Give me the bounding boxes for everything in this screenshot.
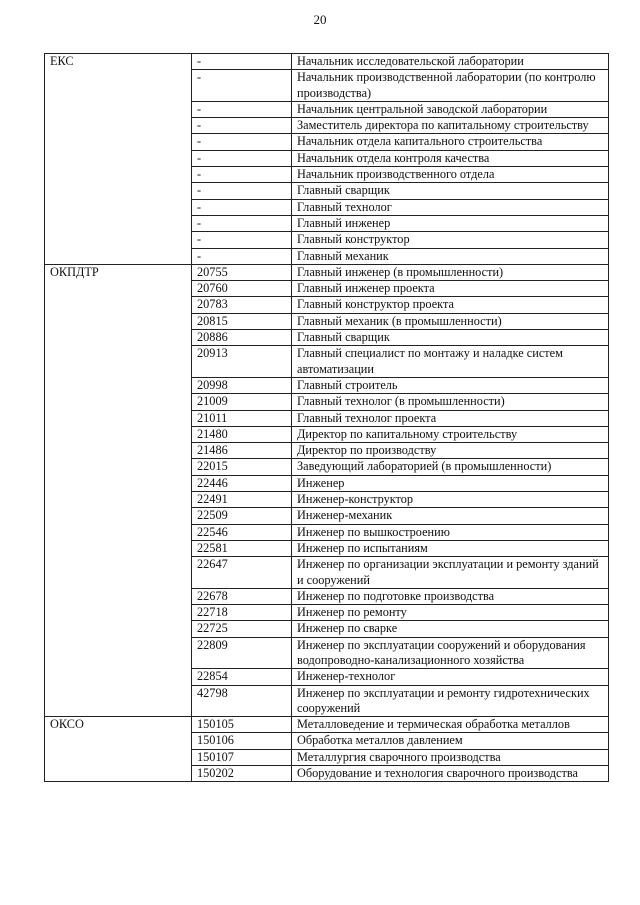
position-name-cell: Начальник отдела контроля качества [292,150,609,166]
position-name-cell: Инженер по испытаниям [292,540,609,556]
code-cell: 22446 [192,475,292,491]
code-cell: - [192,215,292,231]
classifier-table-body [45,54,609,782]
code-cell: - [192,70,292,102]
position-name-cell: Главный технолог (в промышленности) [292,394,609,410]
position-name-cell: Главный инженер (в промышленности) [292,264,609,280]
position-name-cell: Металловедение и термическая обработка металлов [292,717,609,733]
position-name-cell: Инженер по вышкостроению [292,524,609,540]
position-name-cell: Инженер по сварке [292,621,609,637]
position-name-cell: Обработка металлов давлением [292,733,609,749]
code-cell: - [192,167,292,183]
classifier-name-cell: ЕКС [45,54,192,265]
code-cell: 22581 [192,540,292,556]
position-name-cell: Заведующий лабораторией (в промышленности) [292,459,609,475]
position-name-cell: Начальник отдела капитального строительства [292,134,609,150]
position-name-cell: Главный инженер [292,215,609,231]
position-name-cell: Главный сварщик [292,330,609,346]
position-name-cell: Инженер по ремонту [292,605,609,621]
code-cell: 22854 [192,669,292,685]
position-name-cell: Главный строитель [292,377,609,393]
position-name-cell: Инженер по организации эксплуатации и ремонту зданий и сооружений [292,557,609,589]
table-row [45,264,609,280]
position-name-cell: Начальник производственного отдела [292,167,609,183]
code-cell: 20760 [192,281,292,297]
code-cell: 22718 [192,605,292,621]
position-name-cell: Главный конструктор [292,232,609,248]
position-name-cell: Главный конструктор проекта [292,297,609,313]
table-row [45,717,609,733]
code-cell: - [192,199,292,215]
position-name-cell: Оборудование и технология сварочного производства [292,766,609,782]
classifier-name-cell: ОКСО [45,717,192,782]
code-cell: 21480 [192,426,292,442]
code-cell: 150202 [192,766,292,782]
code-cell: 20783 [192,297,292,313]
page-number: 20 [313,12,327,27]
code-cell: 22015 [192,459,292,475]
code-cell: - [192,118,292,134]
position-name-cell: Инженер-механик [292,508,609,524]
position-name-cell: Инженер по подготовке производства [292,588,609,604]
code-cell: 20913 [192,346,292,378]
code-cell: 150105 [192,717,292,733]
code-cell: 22546 [192,524,292,540]
code-cell: 21486 [192,443,292,459]
code-cell: - [192,150,292,166]
position-name-cell: Главный механик [292,248,609,264]
position-name-cell: Директор по капитальному строительству [292,426,609,442]
position-name-cell: Инженер-конструктор [292,492,609,508]
position-name-cell: Инженер-технолог [292,669,609,685]
position-name-cell: Главный инженер проекта [292,281,609,297]
code-cell: 22509 [192,508,292,524]
position-name-cell: Главный специалист по монтажу и наладке систем автоматизации [292,346,609,378]
position-name-cell: Директор по производству [292,443,609,459]
classifier-table [44,53,609,782]
code-cell: 20815 [192,313,292,329]
table-row [45,54,609,70]
position-name-cell: Главный технолог проекта [292,410,609,426]
code-cell: 42798 [192,685,292,717]
position-name-cell: Главный технолог [292,199,609,215]
position-name-cell: Начальник производственной лаборатории (по контролю производства) [292,70,609,102]
code-cell: 150106 [192,733,292,749]
position-name-cell: Главный сварщик [292,183,609,199]
position-name-cell: Начальник исследовательской лаборатории [292,54,609,70]
code-cell: 20886 [192,330,292,346]
code-cell: 150107 [192,749,292,765]
position-name-cell: Металлургия сварочного производства [292,749,609,765]
code-cell: 22491 [192,492,292,508]
code-cell: - [192,183,292,199]
position-name-cell: Инженер [292,475,609,491]
code-cell: - [192,54,292,70]
code-cell: - [192,232,292,248]
code-cell: 22678 [192,588,292,604]
position-name-cell: Заместитель директора по капитальному строительству [292,118,609,134]
code-cell: - [192,134,292,150]
position-name-cell: Инженер по эксплуатации и ремонту гидротехнических сооружений [292,685,609,717]
classifier-name-cell: ОКПДТР [45,264,192,716]
code-cell: - [192,101,292,117]
position-name-cell: Главный механик (в промышленности) [292,313,609,329]
code-cell: 22647 [192,557,292,589]
code-cell: 22725 [192,621,292,637]
code-cell: 21011 [192,410,292,426]
code-cell: 22809 [192,637,292,669]
code-cell: 21009 [192,394,292,410]
position-name-cell: Инженер по эксплуатации сооружений и оборудования водопроводно-канализационного хозяйства [292,637,609,669]
code-cell: - [192,248,292,264]
code-cell: 20998 [192,377,292,393]
code-cell: 20755 [192,264,292,280]
position-name-cell: Начальник центральной заводской лаборатории [292,101,609,117]
